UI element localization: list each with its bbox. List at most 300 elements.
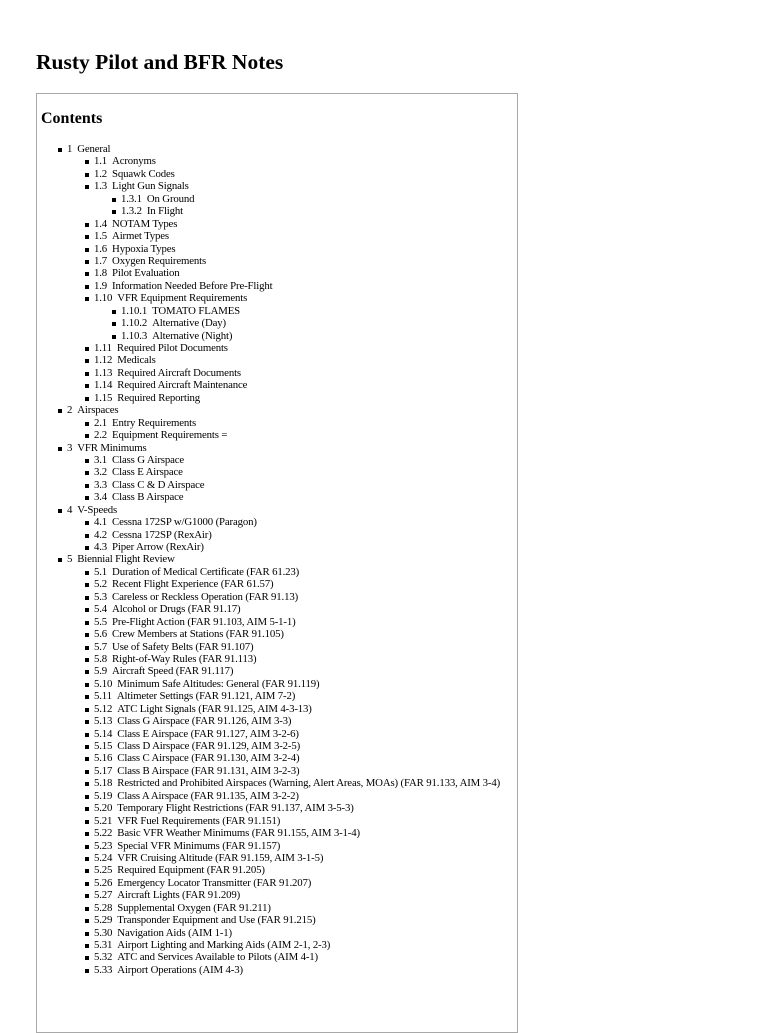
bullet-icon: [85, 932, 89, 936]
bullet-icon: [112, 310, 116, 314]
toc-item: [37, 354, 500, 366]
toc-link[interactable]: [94, 927, 232, 939]
bullet-icon: [58, 509, 62, 513]
toc-number: 5.10: [94, 677, 113, 690]
toc-link[interactable]: [94, 690, 295, 702]
bullet-icon: [85, 745, 89, 749]
toc-item: [37, 777, 500, 789]
bullet-icon: [85, 820, 89, 824]
toc-label: Duration of Medical Certificate (FAR 61.23): [112, 565, 300, 578]
toc-link[interactable]: [121, 305, 240, 317]
toc-label: Use of Safety Belts (FAR 91.107): [112, 640, 254, 653]
toc-number: 1.4: [94, 217, 108, 230]
toc-link[interactable]: [94, 578, 273, 590]
toc-number: 5.8: [94, 652, 108, 665]
toc-link[interactable]: [94, 292, 247, 304]
toc-number: 5.14: [94, 727, 113, 740]
toc-number: 5.26: [94, 876, 113, 889]
toc-label: Class B Airspace (FAR 91.131, AIM 3-2-3): [117, 764, 300, 777]
toc-number: 1.14: [94, 379, 113, 392]
toc-label: Airport Operations (AIM 4-3): [117, 963, 243, 976]
toc-label: Cessna 172SP (RexAir): [112, 528, 212, 541]
toc-number: 1.10.2: [121, 317, 148, 330]
toc-item: [37, 404, 500, 416]
bullet-icon: [112, 322, 116, 326]
toc-label: Aircraft Lights (FAR 91.209): [117, 889, 241, 902]
toc-link[interactable]: [94, 715, 291, 727]
bullet-icon: [85, 484, 89, 488]
toc-label: Squawk Codes: [112, 167, 175, 180]
toc-item: [37, 877, 500, 889]
toc-number: 1.9: [94, 279, 108, 292]
toc-label: Class B Airspace: [112, 491, 184, 504]
toc-link[interactable]: [94, 392, 200, 404]
toc-number: 1.7: [94, 254, 108, 267]
bullet-icon: [85, 795, 89, 799]
toc-number: 1.8: [94, 267, 108, 280]
bullet-icon: [85, 869, 89, 873]
bullet-icon: [85, 185, 89, 189]
toc-number: 5: [67, 553, 73, 566]
toc-link[interactable]: [94, 852, 323, 864]
bullet-icon: [85, 260, 89, 264]
toc-number: 5.19: [94, 789, 113, 802]
toc-item: [37, 504, 500, 516]
toc-item: [37, 790, 500, 802]
toc-link[interactable]: [94, 516, 257, 528]
toc-number: 5.25: [94, 864, 113, 877]
toc-link[interactable]: [94, 354, 156, 366]
toc-label: Transponder Equipment and Use (FAR 91.215): [117, 914, 316, 927]
toc-item: [37, 728, 500, 740]
toc-item: [37, 429, 500, 441]
toc-link[interactable]: [94, 155, 156, 167]
toc-link[interactable]: [94, 815, 280, 827]
bullet-icon: [85, 757, 89, 761]
toc-link[interactable]: [94, 951, 318, 963]
toc-link[interactable]: [94, 591, 298, 603]
toc-link[interactable]: [94, 230, 169, 242]
toc-item: [37, 529, 500, 541]
toc-label: Navigation Aids (AIM 1-1): [117, 926, 232, 939]
bullet-icon: [85, 845, 89, 849]
bullet-icon: [85, 422, 89, 426]
toc-link[interactable]: [94, 827, 360, 839]
toc-number: 5.20: [94, 802, 113, 815]
toc-link[interactable]: [94, 840, 280, 852]
toc-link[interactable]: [94, 740, 300, 752]
toc-item: [37, 927, 500, 939]
toc-label: TOMATO FLAMES: [152, 304, 241, 317]
toc-number: 1.1: [94, 155, 108, 168]
bullet-icon: [85, 397, 89, 401]
toc-number: 5.29: [94, 914, 113, 927]
toc-number: 1.11: [94, 342, 112, 354]
toc-label: Required Reporting: [117, 391, 201, 404]
toc-item: [37, 342, 500, 354]
bullet-icon: [85, 571, 89, 575]
toc-number: 5.28: [94, 901, 113, 914]
toc-item: [37, 243, 500, 255]
bullet-icon: [85, 683, 89, 687]
toc-label: V-Speeds: [77, 503, 118, 516]
toc-item: [37, 466, 500, 478]
toc-label: Pilot Evaluation: [112, 267, 180, 280]
toc-link[interactable]: [94, 864, 265, 876]
toc-item: [37, 914, 500, 926]
bullet-icon: [85, 235, 89, 239]
toc-link[interactable]: [94, 628, 284, 640]
toc-label: NOTAM Types: [112, 217, 178, 230]
toc-link[interactable]: [94, 454, 184, 466]
toc-item: [37, 516, 500, 528]
toc-link[interactable]: [94, 491, 183, 503]
toc-number: 1.6: [94, 242, 108, 255]
toc-item: [37, 752, 500, 764]
toc-label: Medicals: [117, 354, 156, 367]
toc-label: Altimeter Settings (FAR 91.121, AIM 7-2): [116, 690, 296, 703]
bullet-icon: [85, 807, 89, 811]
toc-number: 5.11: [94, 690, 112, 703]
bullet-icon: [85, 608, 89, 612]
toc-item: [37, 541, 500, 553]
toc-item: [37, 566, 500, 578]
toc-item: [37, 802, 500, 814]
toc-label: Airport Lighting and Marking Aids (AIM 2-1, 2-3): [117, 939, 331, 951]
toc-label: VFR Fuel Requirements (FAR 91.151): [117, 814, 281, 827]
toc-label: Pre-Flight Action (FAR 91.103, AIM 5-1-1): [112, 615, 296, 628]
toc-label: Airmet Types: [112, 230, 169, 243]
toc-number: 2: [67, 404, 73, 417]
toc-link[interactable]: [94, 802, 354, 814]
toc-link[interactable]: [121, 193, 194, 205]
toc-link[interactable]: [94, 728, 299, 740]
bullet-icon: [112, 198, 116, 202]
toc-number: 5.2: [94, 578, 108, 591]
toc-item: [37, 864, 500, 876]
toc-item: [37, 715, 500, 727]
toc-item: [37, 939, 500, 951]
toc-number: 5.24: [94, 851, 113, 864]
toc-number: 1.3: [94, 180, 108, 193]
toc-link[interactable]: [67, 143, 110, 155]
toc-number: 1.3.2: [121, 205, 142, 218]
toc-link[interactable]: [94, 243, 175, 255]
toc-number: 3.4: [94, 491, 108, 504]
toc-link[interactable]: [94, 752, 299, 764]
toc-link[interactable]: [94, 168, 175, 180]
toc-label: In Flight: [146, 205, 184, 218]
toc-link[interactable]: [67, 442, 147, 454]
toc-item: [37, 815, 500, 827]
bullet-icon: [85, 384, 89, 388]
bullet-icon: [58, 148, 62, 152]
toc-item: [37, 665, 500, 677]
toc-link[interactable]: [94, 566, 299, 578]
toc-heading: Contents: [41, 110, 103, 127]
bullet-icon: [85, 832, 89, 836]
toc-label: Class C Airspace (FAR 91.130, AIM 3-2-4): [117, 752, 300, 765]
bullet-icon: [58, 447, 62, 451]
toc-link[interactable]: [67, 404, 118, 416]
toc-number: 5.18: [94, 777, 113, 790]
toc-label: On Ground: [146, 192, 195, 205]
bullet-icon: [85, 695, 89, 699]
toc-link[interactable]: [94, 902, 271, 914]
toc-label: Basic VFR Weather Minimums (FAR 91.155, AIM 3-1-4): [117, 827, 360, 840]
toc-link[interactable]: [94, 653, 256, 665]
toc-item: [37, 964, 500, 976]
toc-label: Class C & D Airspace: [112, 478, 205, 491]
toc-link[interactable]: [67, 504, 117, 516]
toc-label: Supplemental Oxygen (FAR 91.211): [117, 901, 271, 914]
toc-label: Class D Airspace (FAR 91.129, AIM 3-2-5): [117, 740, 301, 752]
toc-item: [37, 628, 500, 640]
toc-link[interactable]: [94, 466, 183, 478]
toc-label: Right-of-Way Rules (FAR 91.113): [112, 652, 257, 665]
toc-item: [37, 280, 500, 292]
toc-item: [37, 367, 500, 379]
toc-item: [37, 553, 500, 565]
toc-item: [37, 740, 500, 752]
bullet-icon: [85, 160, 89, 164]
toc-label: Required Equipment (FAR 91.205): [117, 864, 265, 877]
bullet-icon: [85, 969, 89, 973]
toc-label: Recent Flight Experience (FAR 61.57): [112, 578, 274, 591]
toc-link[interactable]: [94, 703, 312, 715]
toc-label: Restricted and Prohibited Airspaces (Warning, Alert Areas, MOAs) (FAR 91.133, AIM 3-4): [117, 777, 501, 790]
toc-number: 1.10: [94, 292, 113, 305]
toc-number: 5.1: [94, 565, 108, 578]
toc-link[interactable]: [94, 379, 247, 391]
toc-item: [37, 703, 500, 715]
toc-number: 1.12: [94, 354, 113, 367]
toc-link[interactable]: [121, 330, 232, 342]
toc-link[interactable]: [94, 939, 330, 951]
toc-label: Acronyms: [112, 155, 156, 168]
bullet-icon: [85, 633, 89, 637]
bullet-icon: [85, 621, 89, 625]
toc-label: Piper Arrow (RexAir): [112, 541, 204, 553]
toc-item: [37, 155, 500, 167]
toc-item: [37, 143, 500, 155]
toc-item: [37, 578, 500, 590]
toc-item: [37, 442, 500, 454]
toc-number: 5.17: [94, 764, 113, 777]
toc-link[interactable]: [94, 180, 189, 192]
toc-number: 4.3: [94, 541, 108, 553]
bullet-icon: [85, 894, 89, 898]
toc-label: Alcohol or Drugs (FAR 91.17): [112, 603, 241, 616]
toc-link[interactable]: [94, 665, 233, 677]
toc-label: Temporary Flight Restrictions (FAR 91.137, AIM 3-5-3): [117, 802, 354, 815]
toc-number: 3.1: [94, 453, 108, 466]
toc-number: 5.23: [94, 839, 113, 852]
toc-label: Emergency Locator Transmitter (FAR 91.207): [117, 876, 312, 889]
toc-number: 1.13: [94, 366, 113, 379]
toc-label: Class G Airspace (FAR 91.126, AIM 3-3): [117, 715, 292, 728]
toc-item: [37, 641, 500, 653]
toc-label: ATC and Services Available to Pilots (AIM 4-1): [117, 951, 319, 964]
toc-link[interactable]: [94, 603, 241, 615]
bullet-icon: [85, 285, 89, 289]
toc-item: [37, 827, 500, 839]
toc-link[interactable]: [94, 255, 206, 267]
toc-link[interactable]: [94, 777, 500, 789]
bullet-icon: [85, 372, 89, 376]
toc-number: 5.12: [94, 702, 113, 715]
toc-label: Required Pilot Documents: [116, 342, 228, 354]
toc-number: 5.4: [94, 603, 108, 616]
toc-number: 5.22: [94, 827, 113, 840]
toc-link[interactable]: [94, 367, 241, 379]
toc-number: 2.1: [94, 416, 108, 429]
toc-item: [37, 379, 500, 391]
toc-number: 5.30: [94, 926, 113, 939]
toc-item: [37, 417, 500, 429]
toc-number: 3: [67, 441, 73, 454]
toc-label: Required Aircraft Documents: [117, 366, 241, 379]
toc-item: [37, 591, 500, 603]
toc-link[interactable]: [94, 529, 212, 541]
toc-label: Special VFR Minimums (FAR 91.157): [117, 839, 281, 852]
toc-item: [37, 205, 500, 217]
toc-item: [37, 305, 500, 317]
toc-link[interactable]: [94, 889, 240, 901]
bullet-icon: [85, 733, 89, 737]
toc-item: [37, 902, 500, 914]
bullet-icon: [85, 496, 89, 500]
bullet-icon: [112, 210, 116, 214]
toc-item: [37, 454, 500, 466]
toc-item: [37, 193, 500, 205]
toc-number: 5.5: [94, 615, 108, 628]
toc-label: Alternative (Night): [152, 329, 233, 342]
toc-item: [37, 317, 500, 329]
bullet-icon: [85, 907, 89, 911]
toc-link[interactable]: [94, 678, 319, 690]
bullet-icon: [85, 670, 89, 674]
toc-link[interactable]: [67, 553, 175, 565]
bullet-icon: [85, 272, 89, 276]
toc-label: Biennial Flight Review: [77, 553, 175, 566]
bullet-icon: [85, 583, 89, 587]
bullet-icon: [85, 646, 89, 650]
toc-link[interactable]: [94, 877, 311, 889]
toc-link[interactable]: [94, 218, 177, 230]
toc-label: Crew Members at Stations (FAR 91.105): [112, 628, 284, 641]
bullet-icon: [85, 770, 89, 774]
toc-number: 1.10.3: [121, 329, 148, 342]
toc-number: 5.27: [94, 889, 113, 902]
toc-number: 5.21: [94, 814, 113, 827]
toc-link[interactable]: [94, 641, 253, 653]
toc-item: [37, 951, 500, 963]
toc-item: [37, 330, 500, 342]
toc-link[interactable]: [94, 267, 180, 279]
toc-link[interactable]: [94, 914, 316, 926]
toc-label: Minimum Safe Altitudes: General (FAR 91.119): [117, 677, 320, 690]
toc-link[interactable]: [94, 280, 272, 292]
toc-link[interactable]: [94, 541, 204, 553]
bullet-icon: [85, 882, 89, 886]
bullet-icon: [112, 335, 116, 339]
toc-label: VFR Cruising Altitude (FAR 91.159, AIM 3-1-5): [117, 851, 324, 864]
toc-number: 5.32: [94, 951, 113, 964]
bullet-icon: [85, 347, 89, 351]
toc-item: [37, 292, 500, 304]
toc-label: Class E Airspace: [112, 466, 183, 479]
bullet-icon: [85, 596, 89, 600]
toc-link[interactable]: [94, 429, 227, 441]
toc-link[interactable]: [94, 342, 228, 354]
toc-item: [37, 616, 500, 628]
toc-label: VFR Equipment Requirements: [117, 292, 248, 305]
toc-label: Equipment Requirements =: [112, 429, 228, 442]
toc-link[interactable]: [121, 205, 183, 217]
bullet-icon: [85, 223, 89, 227]
toc-number: 2.2: [94, 429, 108, 442]
toc-number: 1.5: [94, 230, 108, 243]
toc-number: 4.2: [94, 528, 108, 541]
toc-label: Cessna 172SP w/G1000 (Paragon): [112, 516, 257, 529]
toc-item: [37, 603, 500, 615]
toc-number: 5.16: [94, 752, 113, 765]
bullet-icon: [85, 248, 89, 252]
toc-link[interactable]: [121, 317, 226, 329]
toc-item: [37, 840, 500, 852]
toc-item: [37, 678, 500, 690]
bullet-icon: [85, 782, 89, 786]
toc-label: VFR Minimums: [77, 441, 147, 454]
bullet-icon: [85, 534, 89, 538]
toc-label: Aircraft Speed (FAR 91.117): [112, 665, 234, 678]
table-of-contents: [36, 93, 518, 1033]
toc-number: 1.3.1: [121, 192, 142, 205]
toc-number: 1.10.1: [121, 304, 148, 317]
toc-link[interactable]: [94, 616, 296, 628]
toc-number: 4.1: [94, 516, 108, 529]
toc-number: 1.2: [94, 167, 108, 180]
toc-label: Entry Requirements: [112, 416, 197, 429]
bullet-icon: [85, 521, 89, 525]
bullet-icon: [85, 857, 89, 861]
toc-label: ATC Light Signals (FAR 91.125, AIM 4-3-13): [117, 702, 312, 715]
toc-link[interactable]: [94, 479, 204, 491]
toc-label: Required Aircraft Maintenance: [117, 379, 248, 392]
bullet-icon: [85, 459, 89, 463]
toc-number: 4: [67, 503, 73, 516]
bullet-icon: [85, 658, 89, 662]
toc-label: Oxygen Requirements: [112, 254, 207, 267]
toc-item: [37, 690, 500, 702]
toc-label: Class A Airspace (FAR 91.135, AIM 3-2-2): [117, 789, 299, 802]
toc-link[interactable]: [94, 765, 299, 777]
bullet-icon: [85, 434, 89, 438]
toc-label: Careless or Reckless Operation (FAR 91.13): [112, 590, 299, 603]
toc-item: [37, 218, 500, 230]
toc-number: 3.2: [94, 466, 108, 479]
toc-item: [37, 168, 500, 180]
toc-number: 5.31: [94, 939, 113, 951]
toc-label: Class G Airspace: [112, 453, 185, 466]
toc-link[interactable]: [94, 964, 243, 976]
bullet-icon: [58, 409, 62, 413]
toc-label: Light Gun Signals: [112, 180, 189, 193]
toc-list: [37, 143, 500, 976]
toc-link[interactable]: [94, 417, 196, 429]
toc-link[interactable]: [94, 790, 299, 802]
